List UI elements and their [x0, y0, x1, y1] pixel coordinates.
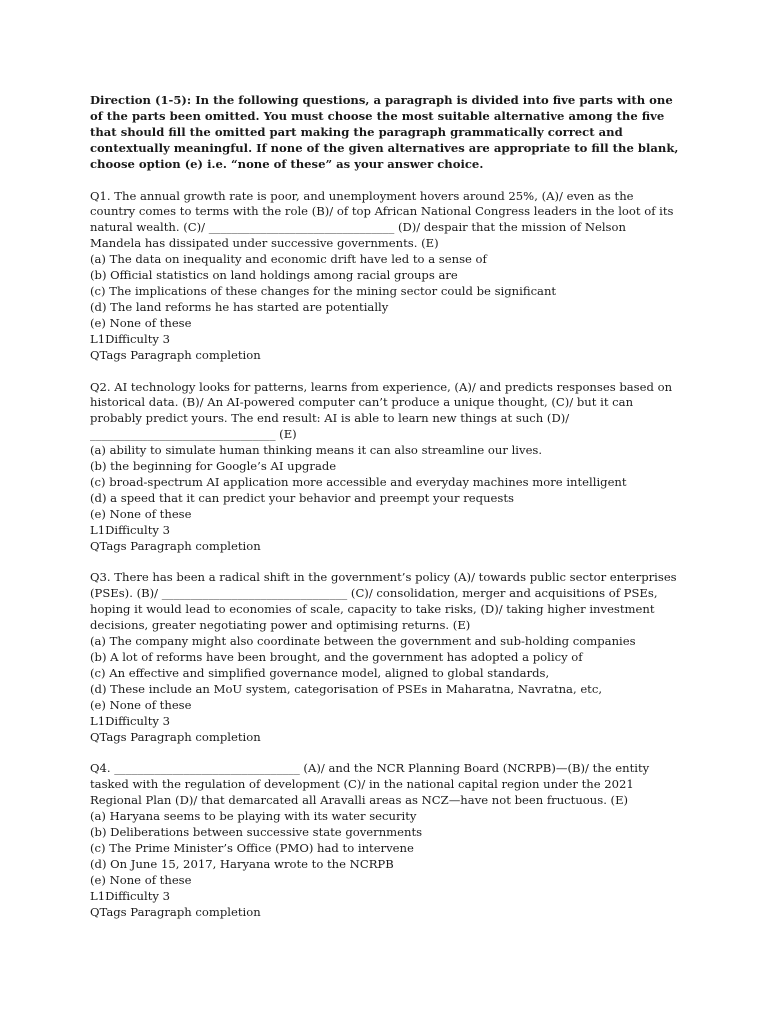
option-b: (b) the beginning for Google’s AI upgrade: [90, 459, 337, 474]
difficulty-label: L1Difficulty 3: [90, 713, 170, 728]
option-c: (c) The Prime Minister’s Office (PMO) had to intervene: [90, 840, 414, 855]
tags-label: QTags Paragraph completion: [90, 538, 261, 553]
difficulty-label: L1Difficulty 3: [90, 331, 170, 346]
option-a: (a) The company might also coordinate between the government and sub-holding companies: [90, 634, 636, 649]
question-block-3: [90, 570, 680, 745]
option-a: (a) Haryana seems to be playing with its water security: [90, 809, 417, 824]
option-b: (b) A lot of reforms have been brought, and the government has adopted a policy of: [90, 650, 583, 664]
option-c: (c) The implications of these changes for the mining sector could be significant: [90, 283, 557, 298]
question-block-2: [90, 380, 680, 555]
option-e: (e) None of these: [90, 315, 192, 330]
question-stem: Q3. There has been a radical shift in the government’s policy (A)/ towards public sector enterprises (PSEs). (B)/ ________________________________ (C)/ consolidation, merger and acquisitions of PSEs, hoping it would lead to economies of scale, capacity to take risks, (D)/ taking higher investment decisions, greater negotiating power and optimising returns. (E): [90, 570, 681, 633]
question-stem: Q4. ________________________________ (A)/ and the NCR Planning Board (NCRPB)—(B)/ the entity tasked with the regulation of development (C)/ in the national capital region under the 2021 Regional Plan (D)/ that demarcated all Aravalli areas as NCZ—have not been fructuous. (E): [90, 761, 653, 808]
document-content: [90, 93, 680, 937]
option-c: (c) An effective and simplified governance model, aligned to global standards,: [90, 665, 550, 680]
question-stem: Q1. The annual growth rate is poor, and unemployment hovers around 25%, (A)/ even as the country comes to terms with the role (B)/ of top African National Congress leaders in the loot of its natural wealth. (C)/ ________________________________ (D)/ despair that the mission of Nelson Mandela has dissipated under successive governments. (E): [90, 188, 678, 251]
option-b: (b) Official statistics on land holdings among racial groups are: [90, 268, 458, 283]
difficulty-label: L1Difficulty 3: [90, 888, 170, 903]
tags-label: QTags Paragraph completion: [90, 729, 261, 744]
option-d: (d) a speed that it can predict your behavior and preempt your requests: [90, 490, 514, 505]
direction-paragraph: Direction (1-5): In the following questions, a paragraph is divided into five parts with one of the parts been omitted. You must choose the most suitable alternative among the five that should fill the omitted part making the paragraph grammatically correct and contextually meaningful. If none of the given alternatives are appropriate to fill the blank, choose option (e) i.e. “none of these” as your answer choice.: [90, 93, 679, 171]
option-a: (a) The data on inequality and economic drift have led to a sense of: [90, 252, 487, 267]
question-block-1: [90, 189, 680, 364]
option-e: (e) None of these: [90, 872, 192, 887]
option-d: (d) These include an MoU system, categorisation of PSEs in Maharatna, Navratna, etc,: [90, 681, 603, 696]
option-e: (e) None of these: [90, 697, 192, 712]
option-a: (a) ability to simulate human thinking means it can also streamline our lives.: [90, 443, 543, 458]
option-b: (b) Deliberations between successive state governments: [90, 825, 423, 840]
question-block-4: [90, 761, 680, 920]
difficulty-label: L1Difficulty 3: [90, 522, 170, 537]
option-d: (d) On June 15, 2017, Haryana wrote to the NCRPB: [90, 856, 394, 871]
tags-label: QTags Paragraph completion: [90, 347, 261, 362]
tags-label: QTags Paragraph completion: [90, 904, 261, 919]
option-e: (e) None of these: [90, 506, 192, 521]
option-d: (d) The land reforms he has started are potentially: [90, 299, 389, 314]
option-c: (c) broad-spectrum AI application more accessible and everyday machines more intelligent: [90, 474, 627, 489]
question-stem: Q2. AI technology looks for patterns, learns from experience, (A)/ and predicts responses based on historical data. (B)/ An AI-powered computer can’t produce a unique thought, (C)/ but it can probably predict yours. The end result: AI is able to learn new things at such (D)/ ________________________________ (E): [90, 379, 676, 442]
